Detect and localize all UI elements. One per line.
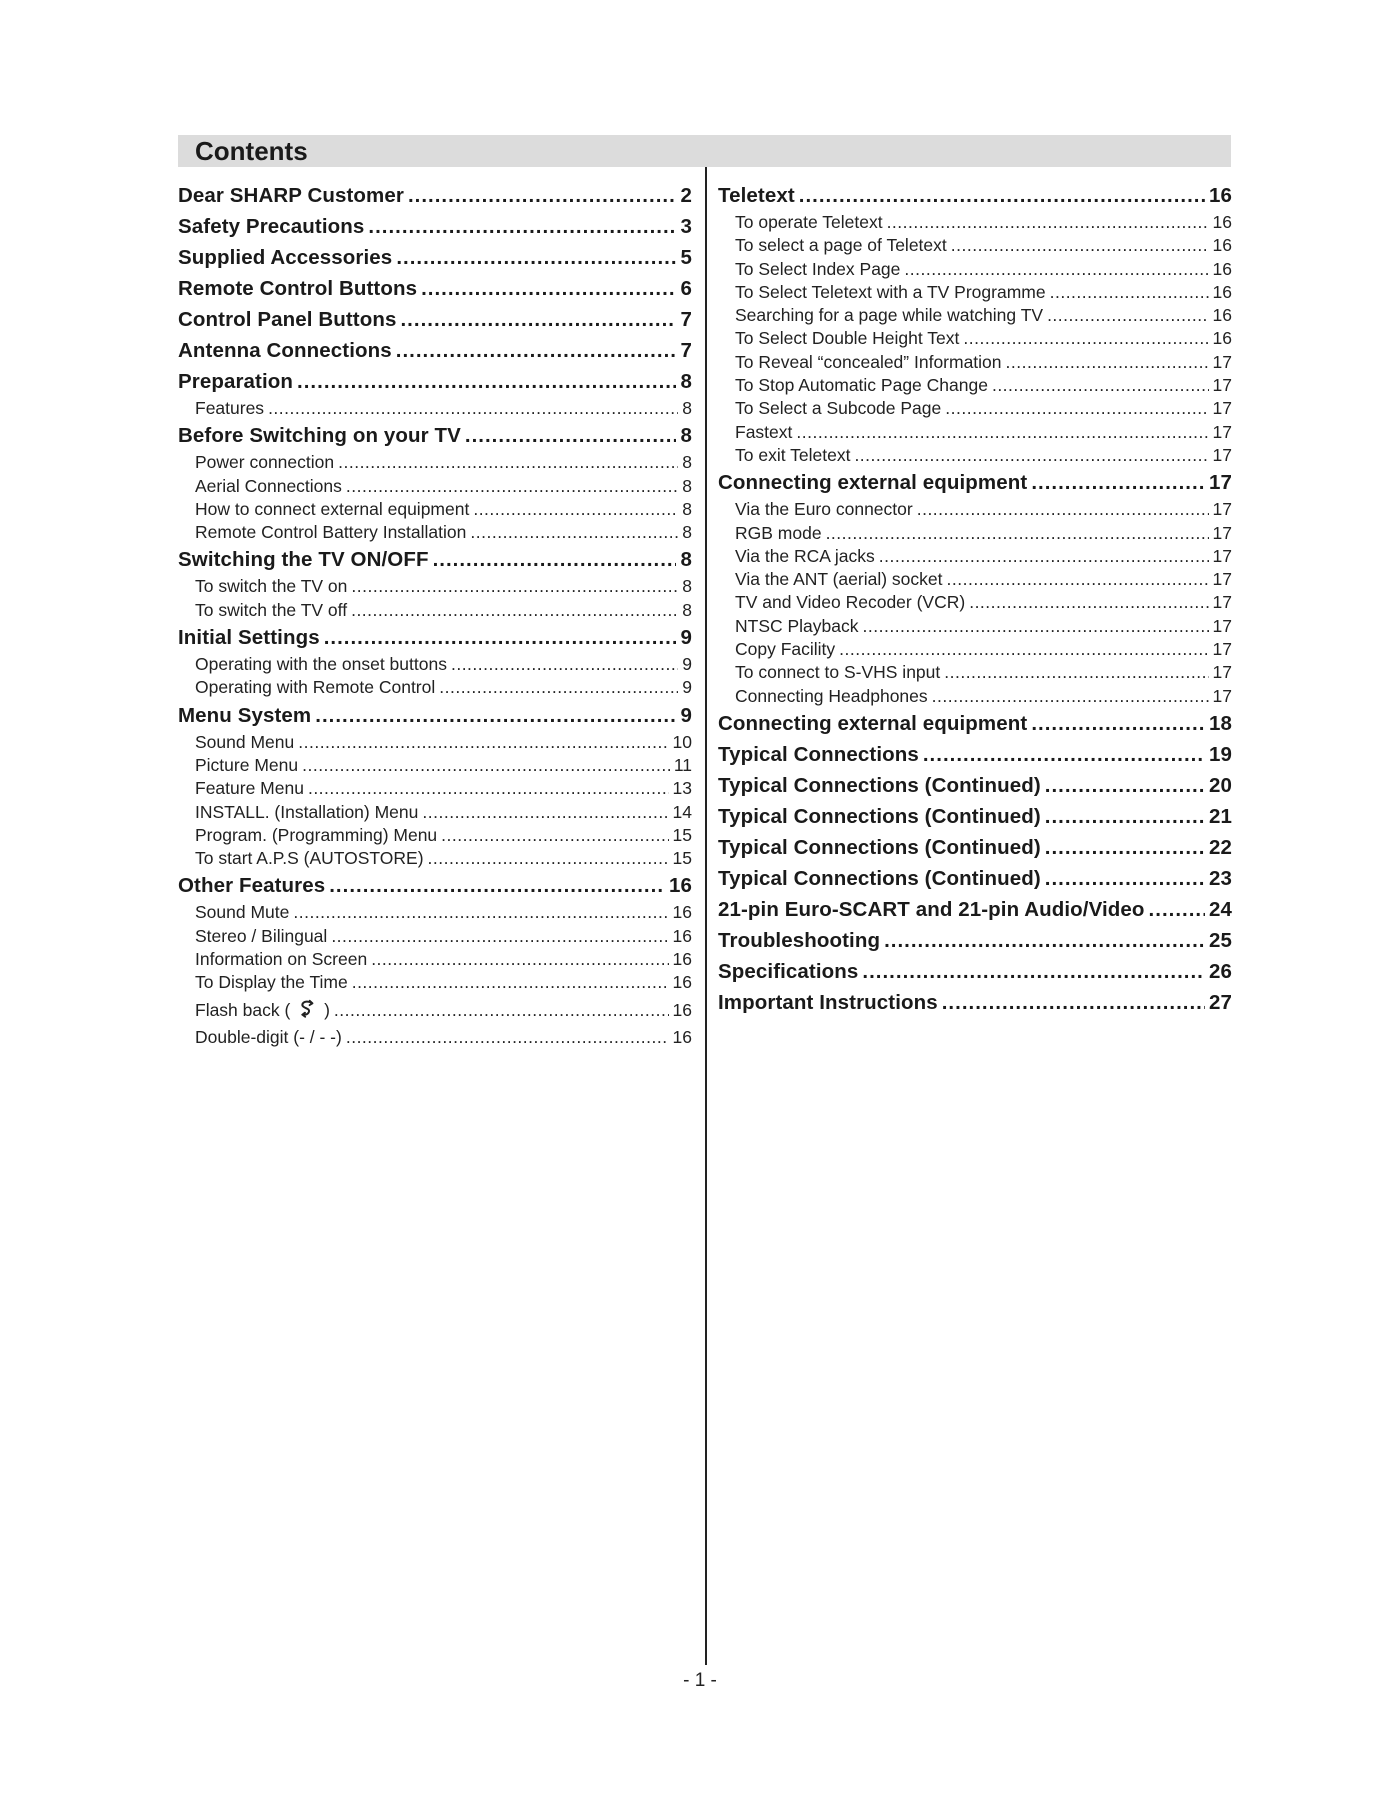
toc-page-number: 2 [680,184,692,207]
dot-leader [826,522,1209,545]
toc-subsection-entry[interactable] [178,731,692,754]
toc-page-number: 17 [1212,545,1232,566]
toc-subsection-entry[interactable] [178,801,692,824]
toc-section-entry[interactable] [718,801,1232,832]
toc-page-number: 16 [672,972,692,993]
toc-page-number: 9 [680,703,692,727]
dot-leader [917,498,1209,521]
dot-leader [268,397,678,420]
dot-leader [368,211,676,242]
toc-subsection-entry[interactable] [718,444,1232,467]
toc-entry-title: To Stop Automatic Page Change [735,375,988,396]
dot-leader [1045,770,1205,801]
toc-subsection-entry[interactable] [718,421,1232,444]
toc-entry-title: To switch the TV on [195,576,348,597]
toc-page-number: 16 [1212,235,1232,256]
dot-leader [441,824,668,847]
toc-entry-title: NTSC Playback [735,615,859,636]
toc-page-number: 8 [682,599,692,620]
toc-subsection-entry[interactable] [718,327,1232,350]
toc-page-number: 16 [672,999,692,1020]
toc-page-number: 8 [682,398,692,418]
toc-entry-title: Searching for a page while watching TV [735,305,1044,326]
toc-entry-title: INSTALL. (Installation) Menu [195,801,419,822]
toc-entry-title: Typical Connections (Continued) [718,866,1041,890]
toc-entry-title: To start A.P.S (AUTOSTORE) [195,848,424,869]
dot-leader [1031,708,1205,739]
toc-page-number: 9 [680,626,692,650]
toc-section-entry[interactable] [718,739,1232,770]
toc-page-number: 16 [672,949,692,970]
toc-entry-title: Antenna Connections [178,339,392,362]
toc-page-number: 16 [1212,305,1232,326]
dot-leader [396,335,677,366]
toc-section-entry[interactable] [178,700,692,731]
dot-leader [408,180,677,211]
toc-page-number: 18 [1208,711,1232,735]
toc-page-number: 17 [1212,522,1232,543]
toc-entry-title: Specifications [718,959,859,983]
toc-subsection-entry[interactable] [178,521,692,544]
toc-entry-title: Aerial Connections [195,475,342,496]
toc-entry-title: Via the Euro connector [735,499,913,520]
dot-leader [451,653,678,676]
dot-leader [428,847,669,870]
toc-subsection-entry[interactable] [718,615,1232,638]
dot-leader [329,870,665,901]
toc-page-number: 16 [1212,212,1232,232]
toc-section-entry[interactable] [718,863,1232,894]
dot-leader [923,739,1205,770]
toc-page-number: 3 [680,215,692,238]
dot-leader [1047,304,1208,327]
dot-leader [324,622,677,653]
dot-leader [351,599,678,622]
toc-page-number: 7 [680,339,692,362]
toc-entry-title: Typical Connections [718,742,919,766]
toc-page-number: 13 [672,778,692,799]
toc-subsection-entry[interactable] [178,397,692,420]
dot-leader [963,327,1208,350]
toc-subsection-entry[interactable] [718,304,1232,327]
toc-section-entry[interactable] [718,180,1232,211]
toc-entry-title: Operating with the onset buttons [195,654,447,675]
toc-page-number: 8 [682,576,692,597]
toc-entry-title: Fastext [735,421,793,442]
toc-entry-title: Preparation [178,370,294,393]
toc-entry-title: Switching the TV ON/OFF [178,548,429,572]
dot-leader [334,995,669,1026]
toc-entry-title: Control Panel Buttons [178,308,397,331]
toc-section-entry[interactable] [178,273,692,304]
toc-subsection-entry[interactable] [718,397,1232,420]
toc-page-number: 8 [682,452,692,473]
toc-entry-title: Stereo / Bilingual [195,925,328,946]
toc-entry-title: To connect to S-VHS input [735,662,941,683]
toc-subsection-entry[interactable] [178,971,692,994]
dot-leader [346,1026,669,1049]
toc-entry-title: Remote Control Buttons [178,277,418,300]
toc-page-number: 20 [1208,773,1232,797]
toc-entry-title: Menu System [178,703,312,727]
toc-page-number: 16 [1212,281,1232,302]
toc-section-entry[interactable] [178,180,692,211]
dot-leader [346,475,678,498]
toc-page-number: 22 [1208,835,1232,859]
toc-entry-title: To operate Teletext [735,212,883,232]
toc-page-number: 16 [672,1026,692,1047]
toc-entry-title: How to connect external equipment [195,498,470,519]
toc-entry-title: Other Features [178,874,326,898]
dot-leader [293,901,668,924]
toc-page-number: 17 [1212,421,1232,442]
toc-page-number: 8 [680,424,692,448]
toc-right-column [718,180,1232,1018]
toc-section-entry[interactable] [178,622,692,653]
dot-leader [839,638,1208,661]
toc-entry-title: Power connection [195,452,335,473]
toc-section-entry[interactable] [718,708,1232,739]
toc-subsection-entry[interactable] [178,777,692,800]
toc-page-number: 17 [1212,592,1232,613]
toc-entry-title: Important Instructions [718,990,938,1014]
flashback-icon [296,998,318,1020]
toc-section-entry[interactable] [178,304,692,335]
dot-leader [887,211,1209,234]
toc-subsection-entry[interactable] [718,545,1232,568]
toc-subsection-entry[interactable] [718,638,1232,661]
toc-page-number: 16 [1212,328,1232,349]
dot-leader [945,397,1208,420]
dot-leader [421,273,676,304]
dot-leader [308,777,669,800]
toc-entry-title: Teletext [718,184,795,207]
toc-page-number: 8 [680,370,692,393]
dot-leader [951,234,1209,257]
toc-subsection-entry[interactable] [178,754,692,777]
dot-leader [884,925,1205,956]
toc-page-number: 25 [1208,928,1232,952]
toc-page-number: 19 [1208,742,1232,766]
dot-leader [854,444,1208,467]
dot-leader [315,700,676,731]
dot-leader [1045,863,1205,894]
toc-page-number: 6 [680,277,692,300]
toc-subsection-entry[interactable] [718,211,1232,234]
dot-leader [473,498,678,521]
dot-leader [338,451,678,474]
dot-leader [1149,894,1205,925]
toc-page-number: 23 [1208,866,1232,890]
toc-page-number: 24 [1208,897,1232,921]
toc-page-number: 14 [672,801,692,822]
toc-entry-title: Via the RCA jacks [735,545,875,566]
dot-leader [799,180,1205,211]
toc-entry-title: To Select Double Height Text [735,328,960,349]
toc-subsection-entry[interactable] [718,498,1232,521]
toc-entry-title: Dear SHARP Customer [178,184,404,207]
dot-leader [439,676,678,699]
toc-page-number: 27 [1208,990,1232,1014]
toc-entry-title: Features [195,398,265,418]
toc-subsection-entry[interactable] [178,676,692,699]
contents-header-bar [178,135,1231,167]
toc-subsection-entry[interactable] [178,901,692,924]
toc-page-number: 7 [680,308,692,331]
toc-subsection-entry[interactable] [178,847,692,870]
toc-page-number: 9 [682,654,692,675]
toc-page-number: 17 [1212,615,1232,636]
toc-entry-title: 21-pin Euro-SCART and 21-pin Audio/Video [718,897,1145,921]
toc-section-entry[interactable] [718,467,1232,498]
toc-entry-title: TV and Video Recoder (VCR) [735,592,966,613]
toc-entry-title: To select a page of Teletext [735,235,947,256]
toc-page-number: 17 [1212,662,1232,683]
toc-entry-title: To Display the Time [195,972,348,993]
dot-leader [297,366,676,397]
toc-page-number: 11 [673,754,692,775]
toc-page-number: 16 [1212,258,1232,279]
toc-page-number: 16 [1208,184,1232,207]
toc-page-number: 15 [672,824,692,845]
toc-section-entry[interactable] [178,366,692,397]
toc-entry-title: To exit Teletext [735,444,851,465]
dot-leader [351,575,678,598]
toc-entry-title: Operating with Remote Control [195,677,436,698]
toc-subsection-entry[interactable] [718,591,1232,614]
toc-page-number: 10 [672,731,692,752]
toc-entry-title: To switch the TV off [195,599,348,620]
toc-section-entry[interactable] [718,894,1232,925]
dot-leader [1031,467,1205,498]
toc-section-entry[interactable] [178,211,692,242]
dot-leader [942,987,1205,1018]
toc-entry-title: Typical Connections (Continued) [718,835,1041,859]
toc-subsection-entry[interactable] [718,522,1232,545]
toc-section-entry[interactable] [178,242,692,273]
dot-leader [298,731,668,754]
toc-section-entry[interactable] [718,987,1232,1018]
toc-subsection-entry[interactable] [178,575,692,598]
dot-leader [371,948,668,971]
toc-subsection-entry[interactable] [178,1026,692,1049]
toc-page-number: 8 [682,498,692,519]
dot-leader [1045,832,1205,863]
toc-subsection-entry[interactable] [178,824,692,847]
toc-entry-title: Copy Facility [735,639,836,660]
toc-page-number: 17 [1208,471,1232,495]
dot-leader [969,591,1208,614]
toc-page-number: 17 [1212,351,1232,372]
toc-entry-title: Initial Settings [178,626,320,650]
toc-page-number: 8 [682,522,692,543]
toc-subsection-entry[interactable] [178,925,692,948]
toc-entry-title: Sound Mute [195,902,290,923]
toc-entry-title: To Reveal “concealed” Information [735,351,1002,372]
toc-entry-title: Connecting Headphones [735,685,928,706]
toc-page-number: 26 [1208,959,1232,983]
dot-leader [1050,281,1209,304]
toc-entry-title: Information on Screen [195,949,368,970]
toc-subsection-entry[interactable] [178,599,692,622]
toc-page-number: 15 [672,848,692,869]
toc-subsection-entry[interactable] [178,475,692,498]
toc-page-number: 16 [672,902,692,923]
toc-entry-title: Connecting external equipment [718,711,1028,735]
toc-subsection-entry[interactable] [718,568,1232,591]
toc-entry-title: Safety Precautions [178,215,365,238]
toc-subsection-entry[interactable] [178,498,692,521]
dot-leader [1006,351,1209,374]
toc-page-number: 21 [1208,804,1232,828]
dot-leader [863,615,1209,638]
toc-subsection-entry[interactable] [178,653,692,676]
dot-leader [396,242,676,273]
toc-entry-title: Remote Control Battery Installation [195,522,467,543]
toc-entry-title: Feature Menu [195,778,304,799]
toc-entry-title: Sound Menu [195,731,295,752]
toc-page-number: 17 [1212,499,1232,520]
toc-page-number: 8 [680,548,692,572]
toc-entry-title: To Select Teletext with a TV Programme [735,281,1046,302]
dot-leader [422,801,668,824]
toc-section-entry[interactable] [718,770,1232,801]
toc-entry-title: To Select Index Page [735,258,901,279]
toc-entry-title: Supplied Accessories [178,246,393,269]
toc-page-number: 17 [1212,398,1232,419]
toc-page-number: 17 [1212,639,1232,660]
toc-page-number: 8 [682,475,692,496]
toc-subsection-entry[interactable] [178,995,692,1026]
dot-leader [862,956,1205,987]
toc-subsection-entry[interactable] [718,351,1232,374]
toc-entry-title: Before Switching on your TV [178,424,461,448]
dot-leader [433,544,677,575]
toc-page-number: 17 [1212,569,1232,590]
toc-page-number: 17 [1212,685,1232,706]
toc-page-number: 17 [1212,375,1232,396]
toc-subsection-entry[interactable] [718,281,1232,304]
toc-entry-title: Connecting external equipment [718,471,1028,495]
toc-entry-title: To Select a Subcode Page [735,398,942,419]
toc-section-entry[interactable] [178,870,692,901]
toc-entry-title: Double-digit (- / - -) [195,1026,342,1047]
page-title: Contents [195,136,308,166]
dot-leader [932,685,1209,708]
toc-entry-title: Typical Connections (Continued) [718,773,1041,797]
toc-entry-title: Via the ANT (aerial) socket [735,569,943,590]
dot-leader [947,568,1209,591]
toc-subsection-entry[interactable] [718,685,1232,708]
toc-subsection-entry[interactable] [178,948,692,971]
dot-leader [302,754,670,777]
toc-subsection-entry[interactable] [718,374,1232,397]
toc-entry-title: RGB mode [735,522,822,543]
toc-subsection-entry[interactable] [718,234,1232,257]
toc-subsection-entry[interactable] [718,661,1232,684]
toc-section-entry[interactable] [718,925,1232,956]
dot-leader [992,374,1209,397]
toc-entry-title: Flash back ( ) [195,999,330,1020]
dot-leader [331,925,668,948]
dot-leader [352,971,669,994]
dot-leader [1045,801,1205,832]
dot-leader [796,421,1208,444]
toc-left-column [178,180,692,1049]
toc-page-number: 5 [680,246,692,269]
toc-section-entry[interactable] [718,832,1232,863]
toc-page-number: 9 [682,677,692,698]
dot-leader [465,420,677,451]
dot-leader [904,258,1208,281]
toc-entry-title: Program. (Programming) Menu [195,824,438,845]
dot-leader [400,304,676,335]
toc-page-number: 16 [672,925,692,946]
toc-page-number: 17 [1212,444,1232,465]
toc-subsection-entry[interactable] [178,451,692,474]
toc-entry-title: Picture Menu [195,754,299,775]
dot-leader [944,661,1208,684]
toc-section-entry[interactable] [178,420,692,451]
page-number: - 1 - [683,1670,717,1691]
toc-section-entry[interactable] [178,544,692,575]
toc-section-entry[interactable] [718,956,1232,987]
column-divider [705,167,707,1665]
toc-page-number: 16 [668,874,692,898]
dot-leader [879,545,1209,568]
dot-leader [470,521,678,544]
toc-entry-title: Typical Connections (Continued) [718,804,1041,828]
toc-entry-title: Troubleshooting [718,928,881,952]
toc-section-entry[interactable] [178,335,692,366]
toc-subsection-entry[interactable] [718,258,1232,281]
